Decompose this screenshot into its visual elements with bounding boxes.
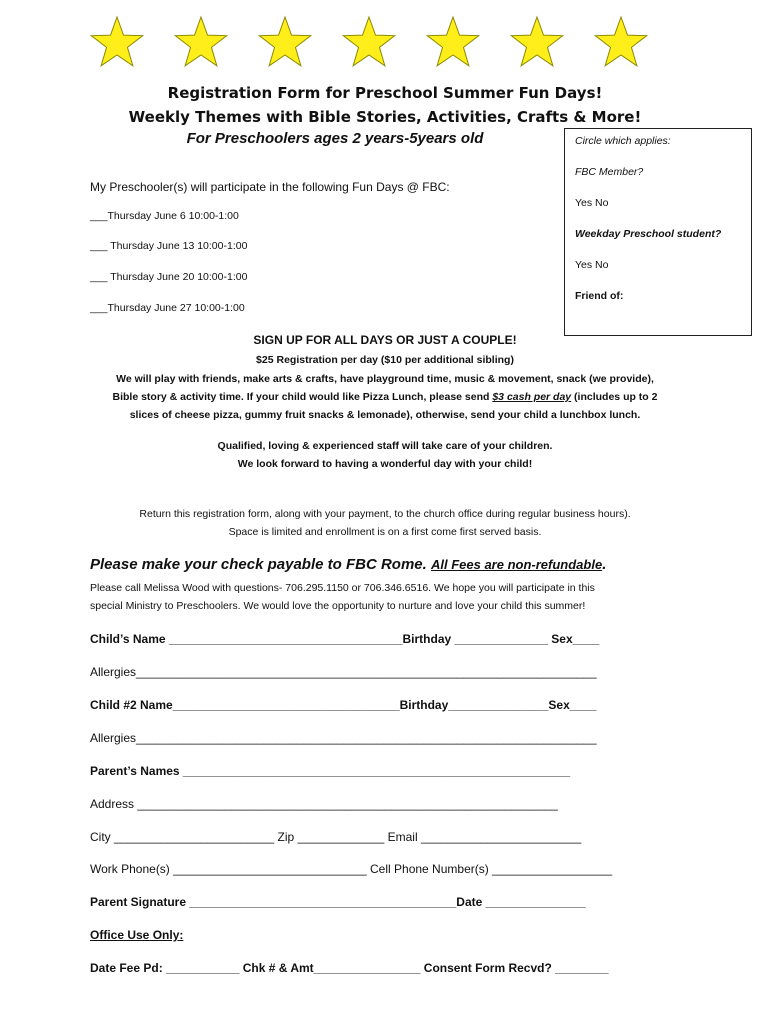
schedule-day-1[interactable]: ___Thursday June 6 10:00-1:00 [90,210,239,222]
parent-signature-field[interactable]: Parent Signature ________________________________________Date _______________ [90,895,586,909]
fee-line: $25 Registration per day ($10 per additional sibling) [256,354,514,366]
activities-line-3: slices of cheese pizza, gummy fruit snacks & lemonade), otherwise, send your child a lunchbox lunch. [129,409,641,421]
form-subtitle: Weekly Themes with Bible Stories, Activities, Crafts & More! [128,108,642,126]
fbc-member-yes-no[interactable]: Yes No [575,197,609,209]
call-line-1: Please call Melissa Wood with questions- 706.295.1150 or 706.346.6516. We hope you will participate in this [90,582,595,594]
parents-names-field[interactable]: Parent’s Names __________________________________________________________ [90,764,571,778]
star-icon [341,14,397,70]
star-icon [593,14,649,70]
circle-heading: Circle which applies: [575,135,671,147]
pizza-cost: $3 cash per day [492,391,572,403]
allergies-field-1[interactable]: Allergies_____________________________________________________________________ [90,665,597,679]
look-forward-line: We look forward to having a wonderful day with your child! [237,458,533,470]
star-icon [425,14,481,70]
weekday-student-label: Weekday Preschool student? [575,228,722,240]
star-icon [89,14,145,70]
activities-line-1: We will play with friends, make arts & crafts, have playground time, music & movement, snack (we provide), [116,373,654,385]
ages-line: For Preschoolers ages 2 years-5years old [186,130,484,147]
non-refundable-text: All Fees are non-refundable [430,557,603,572]
activities-line-2c: (includes up to 2 [571,391,658,403]
allergies-field-2[interactable]: Allergies_____________________________________________________________________ [90,731,597,745]
check-payable-text: Please make your check payable to FBC Rome. [90,556,431,573]
fbc-member-label: FBC Member? [575,166,644,178]
call-line-2: special Ministry to Preschoolers. We would love the opportunity to nurture and love your child this summer! [90,600,586,612]
phone-field[interactable]: Work Phone(s) _____________________________ Cell Phone Number(s) __________________ [90,862,613,876]
schedule-day-3[interactable]: ___ Thursday June 20 10:00-1:00 [90,271,248,283]
signup-heading: SIGN UP FOR ALL DAYS OR JUST A COUPLE! [253,333,517,347]
child2-name-field[interactable]: Child #2 Name__________________________________Birthday_______________Sex____ [90,698,597,712]
date-fee-field[interactable]: Date Fee Pd: ___________ Chk # & Amt________________ Consent Form Recvd? ________ [90,961,609,975]
staff-line: Qualified, loving & experienced staff will take care of your children. [217,440,553,452]
schedule-day-2[interactable]: ___ Thursday June 13 10:00-1:00 [90,240,248,252]
space-line: Space is limited and enrollment is on a first come first served basis. [228,526,542,538]
star-icon [509,14,565,70]
check-payable-line [90,556,606,573]
friend-of-label[interactable]: Friend of: [575,290,624,302]
weekday-yes-no[interactable]: Yes No [575,259,609,271]
city-zip-email-field[interactable]: City ________________________ Zip _____________ Email ________________________ [90,830,582,844]
schedule-intro: My Preschooler(s) will participate in the following Fun Days @ FBC: [90,180,450,194]
circle-applies-box [564,128,752,336]
activities-line-2a: Bible story & activity time. If your child would like Pizza Lunch, please send [112,391,493,403]
address-field[interactable]: Address _______________________________________________________________ [90,797,558,811]
activities-line-2 [0,391,770,403]
return-line: Return this registration form, along with your payment, to the church office during regular business hours). [139,508,631,520]
check-period: . [602,556,607,573]
child-name-field[interactable]: Child’s Name ___________________________________Birthday ______________ Sex____ [90,632,600,646]
schedule-day-4[interactable]: ___Thursday June 27 10:00-1:00 [90,302,245,314]
star-icon [257,14,313,70]
form-title: Registration Form for Preschool Summer Fun Days! [167,84,603,102]
office-use-heading: Office Use Only: [90,928,184,942]
star-icon [173,14,229,70]
